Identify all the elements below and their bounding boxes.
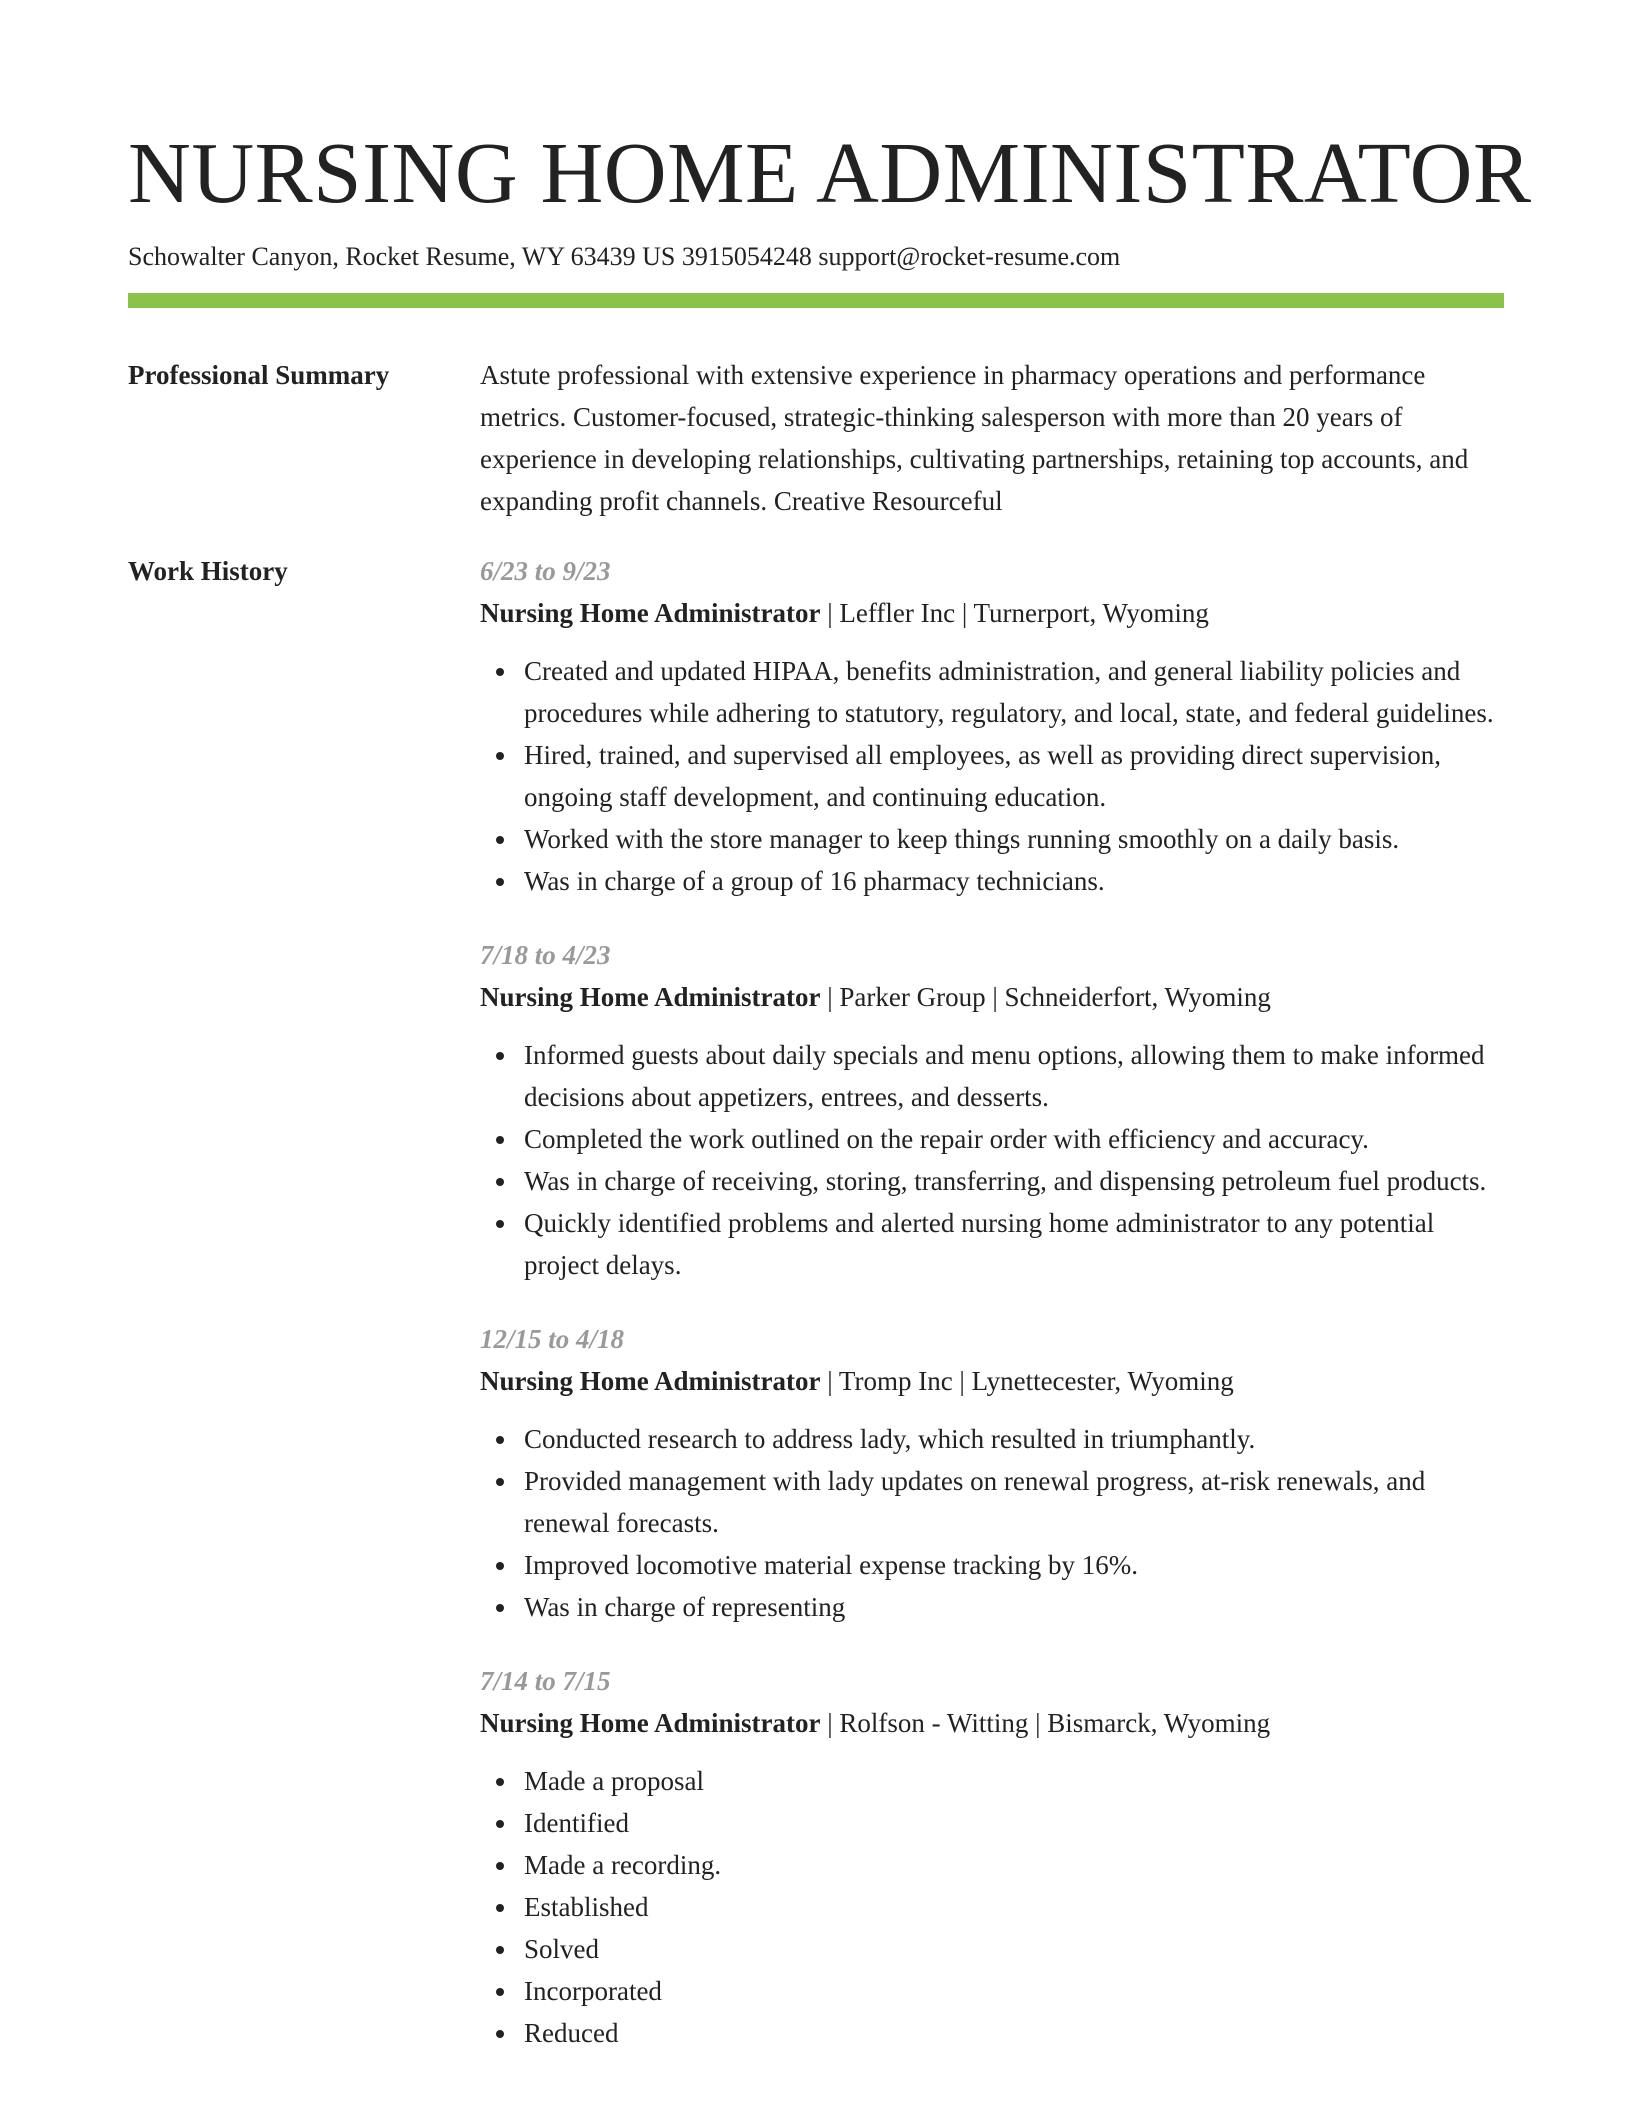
job-entry xyxy=(480,1318,1504,1628)
job-date: 7/14 to 7/15 xyxy=(480,1666,611,1696)
job-bullet-item: Was in charge of representing xyxy=(480,1586,1504,1628)
job-company-location: | Tromp Inc | Lynettecester, Wyoming xyxy=(820,1366,1234,1396)
contact-line xyxy=(128,240,1504,274)
job-bullet-item: Completed the work outlined on the repair order with efficiency and accuracy. xyxy=(480,1118,1504,1160)
job-bullet-item: Identified xyxy=(480,1802,1504,1844)
job-bullets xyxy=(480,1418,1504,1628)
job-bullet-item: Hired, trained, and supervised all employees, as well as providing direct supervision, ongoing staff development, and continuing education. xyxy=(480,734,1504,818)
job-bullets xyxy=(480,1760,1504,2054)
job-bullet-item: Improved locomotive material expense tracking by 16%. xyxy=(480,1544,1504,1586)
job-bullets xyxy=(480,1034,1504,1286)
job-bullet-item: Made a proposal xyxy=(480,1760,1504,1802)
job-title-line xyxy=(480,1702,1504,1744)
job-bullet-item: Quickly identified problems and alerted nursing home administrator to any potential project delays. xyxy=(480,1202,1504,1286)
job-title-line xyxy=(480,592,1504,634)
job-bullet-item: Established xyxy=(480,1886,1504,1928)
section-heading-summary: Professional Summary xyxy=(128,360,390,390)
job-bullet-item: Made a recording. xyxy=(480,1844,1504,1886)
work-history-section xyxy=(128,550,1504,2086)
job-company-location: | Rolfson - Witting | Bismarck, Wyoming xyxy=(820,1708,1271,1738)
job-title: Nursing Home Administrator xyxy=(480,1366,821,1396)
job-title-line xyxy=(480,976,1504,1018)
job-entry xyxy=(480,550,1504,902)
job-bullet-item: Was in charge of a group of 16 pharmacy technicians. xyxy=(480,860,1504,902)
job-bullet-item: Was in charge of receiving, storing, transferring, and dispensing petroleum fuel products. xyxy=(480,1160,1504,1202)
job-entry xyxy=(480,1660,1504,2054)
job-bullet-item: Incorporated xyxy=(480,1970,1504,2012)
job-title: Nursing Home Administrator xyxy=(480,982,821,1012)
summary-text: Astute professional with extensive experience in pharmacy operations and performance metrics. Customer-focused, strategic-thinking salesperson with more than 20 years of experience in developing relationships, cultivating partnerships, retaining top accounts, and expanding profit channels. Creative Resourceful xyxy=(480,360,1469,516)
job-title: Nursing Home Administrator xyxy=(480,1708,821,1738)
job-company-location: | Parker Group | Schneiderfort, Wyoming xyxy=(820,982,1271,1012)
job-bullet-item: Reduced xyxy=(480,2012,1504,2054)
job-bullet-item: Worked with the store manager to keep things running smoothly on a daily basis. xyxy=(480,818,1504,860)
section-heading-work-history: Work History xyxy=(128,556,288,586)
job-date: 7/18 to 4/23 xyxy=(480,940,611,970)
job-company-location: | Leffler Inc | Turnerport, Wyoming xyxy=(820,598,1209,628)
job-bullets xyxy=(480,650,1504,902)
professional-summary-section xyxy=(128,354,1504,522)
job-date: 6/23 to 9/23 xyxy=(480,556,611,586)
job-bullet-item: Conducted research to address lady, which resulted in triumphantly. xyxy=(480,1418,1504,1460)
job-bullet-item: Provided management with lady updates on renewal progress, at-risk renewals, and renewal forecasts. xyxy=(480,1460,1504,1544)
resume-page xyxy=(128,118,1532,2086)
job-bullet-item: Informed guests about daily specials and menu options, allowing them to make informed decisions about appetizers, entrees, and desserts. xyxy=(480,1034,1504,1118)
contact-phone: 3915054248 xyxy=(681,242,812,271)
job-title-line xyxy=(480,1360,1504,1402)
contact-address: Schowalter Canyon, Rocket Resume, WY 63439 US xyxy=(128,242,676,271)
job-title: Nursing Home Administrator xyxy=(480,598,821,628)
job-bullet-item: Solved xyxy=(480,1928,1504,1970)
job-entry xyxy=(480,934,1504,1286)
accent-divider xyxy=(128,293,1504,308)
contact-email[interactable]: support@rocket-resume.com xyxy=(818,242,1121,271)
job-date: 12/15 to 4/18 xyxy=(480,1324,625,1354)
resume-title: NURSING HOME ADMINISTRATOR xyxy=(128,124,1532,221)
job-bullet-item: Created and updated HIPAA, benefits administration, and general liability policies and procedures while adhering to statutory, regulatory, and local, state, and federal guidelines. xyxy=(480,650,1504,734)
jobs-list xyxy=(480,550,1504,2086)
